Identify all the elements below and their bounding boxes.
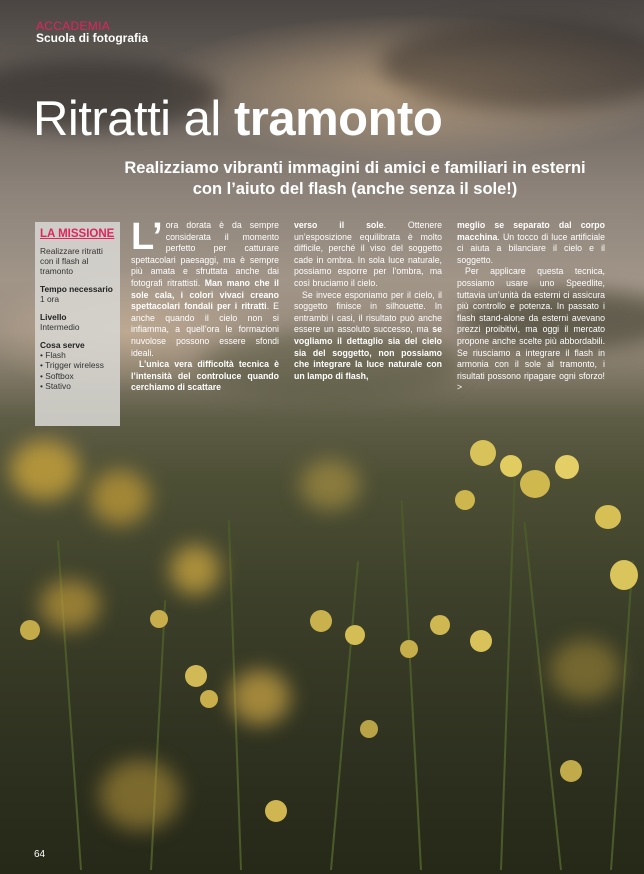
text-run-bold: se vogliamo il dettaglio sia del cielo sia del soggetto, non possiamo che integrare la luce naturale con un lampo di flash, (294, 324, 442, 381)
list-item: • Softbox (40, 370, 74, 381)
level-label: Livello (40, 312, 67, 323)
paragraph (457, 220, 605, 266)
text-run-bold: Man mano che il sole cala, i colori vivaci creano spettacolari fondali per i ritratti (131, 277, 279, 312)
list-item: • Flash (40, 350, 66, 361)
text-column-2 (294, 220, 442, 382)
paragraph (131, 359, 279, 394)
mission-heading: LA MISSIONE (40, 228, 115, 240)
page-title (33, 92, 443, 146)
time-label: Tempo necessario (40, 284, 113, 295)
needs-label: Cosa serve (40, 340, 85, 351)
time-value: 1 ora (40, 294, 60, 305)
needs-list (40, 350, 115, 390)
subsection-label: Scuola di fotografia (36, 31, 149, 45)
paragraph (294, 290, 442, 383)
text-run: ora dorata è da sempre considerata il momento perfetto per catturare spettacolari paesaggi, ma è sempre più amata e sfruttata anche dai fotografi ritrattisti. (131, 220, 279, 288)
list-item: • Trigger wireless (40, 360, 104, 371)
text-run-bold: meglio se separato dal corpo macchina (457, 220, 605, 242)
article-subtitle: Realizziamo vibranti immagini di amici e familiari in esterni con l’aiuto del flash (anche senza il sole!) (124, 159, 586, 198)
list-item: • Stativo (40, 380, 71, 391)
level-value: Intermedio (40, 322, 80, 333)
title-bold: tramonto (233, 92, 443, 146)
mission-text: Realizzare ritratti con il flash al tramonto (40, 246, 103, 277)
title-light: Ritratti al (33, 92, 221, 146)
text-run: . E anche quando il cielo non si infiamma, a quell’ora le formazioni nuvolose possono essere sfondi ideali. (131, 301, 279, 358)
text-run-bold: L’unica vera difficoltà tecnica è l’intensità del controluce quando cerchiamo di scattare (131, 359, 279, 393)
paragraph (131, 216, 279, 359)
text-run-bold: verso il sole (294, 220, 384, 230)
section-label: ACCADEMIA (36, 19, 111, 33)
text-run: Se invece esponiamo per il cielo, il soggetto finisce in silhouette. In entrambi i casi, il risultato può anche essere un assoluto successo, ma (294, 289, 442, 335)
text-column-1 (131, 216, 279, 394)
mission-box (35, 222, 120, 426)
paragraph (294, 220, 442, 290)
text-run: . Ottenere un’esposizione equilibrata è molto difficile, perché il viso del soggetto cade in ombra. In sola luce naturale, possiamo esporre per l’ombra, ma così bruciamo il cielo. (294, 220, 442, 288)
drop-cap: L’ (131, 216, 163, 258)
text-column-3 (457, 220, 605, 394)
text-run: . Un tocco di luce artificiale ci aiuta a bilanciare il cielo e il soggetto. (457, 231, 605, 265)
paragraph: Per applicare questa tecnica, possiamo usare uno Speedlite, tuttavia un’unità da esterni ci assicura più controllo e potenza. In passato i flash stand-alone da esterni avevano prezzi proibitivi, ma oggi il mercato propone anche scelte più abbordabili. Se riusciamo a integrare il flash in armonia con il sole al tramonto, i risultati possono ripagare ogni sforzo! > (457, 266, 605, 393)
page-number: 64 (34, 849, 46, 860)
